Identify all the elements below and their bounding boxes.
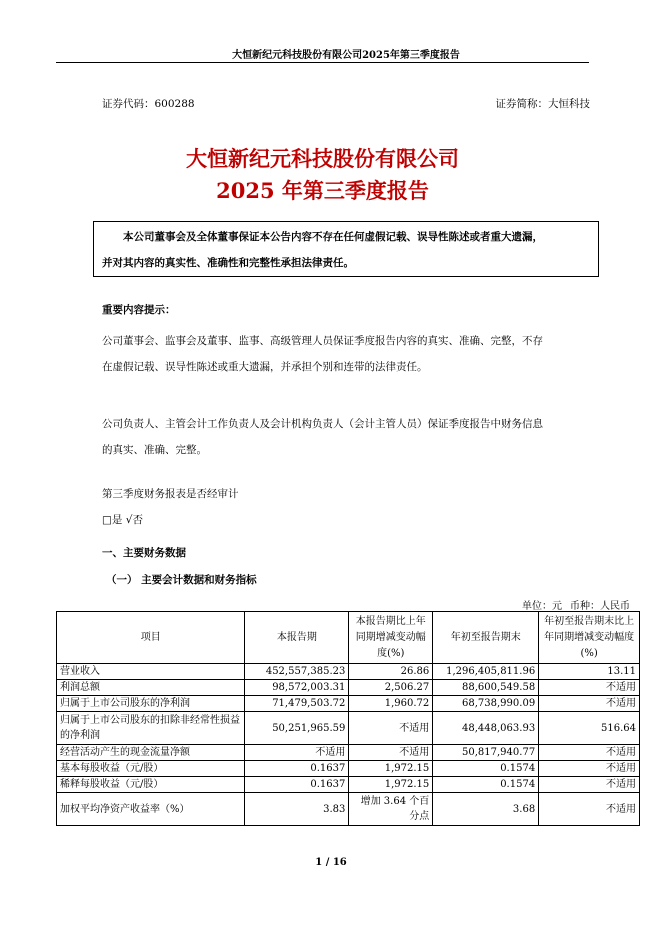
cell-value: 452,557,385.23 — [245, 664, 349, 680]
column-header: 本报告期比上年同期增减变动幅度(%) — [349, 612, 433, 664]
currency-label: 币种：人民币 — [570, 601, 630, 612]
cell-value: 48,448,063.93 — [433, 712, 539, 745]
cell-value: 不适用 — [539, 777, 640, 793]
header-rule — [56, 62, 589, 63]
table-row — [57, 745, 640, 761]
row-label: 营业收入 — [57, 664, 245, 680]
cell-value: 0.1637 — [245, 777, 349, 793]
page-number: 1 / 16 — [315, 857, 347, 868]
column-header: 年初至报告期末 — [433, 612, 539, 664]
cell-value: 3.68 — [433, 793, 539, 826]
row-label: 归属于上市公司股东的净利润 — [57, 696, 245, 712]
important-para-1 — [102, 328, 590, 380]
cell-value: 1,972.15 — [349, 777, 433, 793]
table-row — [57, 777, 640, 793]
audit-question — [102, 481, 590, 533]
securities-code: 证券代码：600288 — [102, 98, 195, 110]
cell-value: 516.64 — [539, 712, 640, 745]
cell-value: 增加 3.64 个百分点 — [349, 793, 433, 826]
cell-value: 不适用 — [539, 680, 640, 696]
table-row — [57, 696, 640, 712]
column-header: 年初至报告期末比上年同期增减变动幅度(%) — [539, 612, 640, 664]
table-row — [57, 712, 640, 745]
important-para-2 — [102, 411, 590, 463]
cell-value: 0.1574 — [433, 777, 539, 793]
audit-options: □是 √否 — [102, 514, 143, 526]
important-para-2-line-1: 公司负责人、主管会计工作负责人及会计机构负责人（会计主管人员）保证季度报告中财务信息 — [102, 418, 543, 430]
important-para-2-line-2: 的真实、准确、完整。 — [102, 444, 207, 456]
cell-value: 不适用 — [539, 793, 640, 826]
section-heading-main-financial-data: 一、主要财务数据 — [102, 547, 186, 559]
cell-value: 不适用 — [539, 745, 640, 761]
cell-value: 0.1574 — [433, 761, 539, 777]
unit-currency-line — [514, 597, 630, 612]
notice-line-2: 并对其内容的真实性、准确性和完整性承担法律责任。 — [102, 257, 354, 269]
subsection-heading-key-indicators: （一） 主要会计数据和财务指标 — [106, 574, 257, 586]
cell-value: 1,296,405,811.96 — [433, 664, 539, 680]
cell-value: 不适用 — [349, 712, 433, 745]
row-label: 归属于上市公司股东的扣除非经常性损益的净利润 — [57, 712, 245, 745]
row-label: 利润总额 — [57, 680, 245, 696]
table-row — [57, 793, 640, 826]
cell-value: 不适用 — [539, 696, 640, 712]
cell-value: 不适用 — [245, 745, 349, 761]
cell-value: 88,600,549.58 — [433, 680, 539, 696]
table-row — [57, 761, 640, 777]
important-para-1-line-2: 在虚假记载、误导性陈述或重大遗漏，并承担个别和连带的法律责任。 — [102, 361, 428, 373]
cell-value: 1,960.72 — [349, 696, 433, 712]
row-label: 基本每股收益（元/股） — [57, 761, 245, 777]
cell-value: 2,506.27 — [349, 680, 433, 696]
cell-value: 1,972.15 — [349, 761, 433, 777]
audit-question-text: 第三季度财务报表是否经审计 — [102, 488, 239, 500]
cell-value: 不适用 — [349, 745, 433, 761]
cell-value: 3.83 — [245, 793, 349, 826]
important-heading: 重要内容提示： — [102, 304, 176, 316]
board-notice-box — [93, 221, 599, 277]
table-header-row — [57, 612, 640, 664]
table-row — [57, 680, 640, 696]
unit-label: 单位：元 — [522, 601, 562, 612]
notice-line-1: 本公司董事会及全体董事保证本公告内容不存在任何虚假记载、误导性陈述或者重大遗漏， — [123, 231, 543, 243]
column-header: 项目 — [57, 612, 245, 664]
running-header: 大恒新纪元科技股份有限公司2025年第三季度报告 — [232, 50, 460, 61]
financial-indicators-table — [56, 611, 640, 826]
cell-value: 68,738,990.09 — [433, 696, 539, 712]
report-title-company: 大恒新纪元科技股份有限公司 — [186, 146, 459, 171]
important-para-1-line-1: 公司董事会、监事会及董事、监事、高级管理人员保证季度报告内容的真实、准确、完整，不存 — [102, 335, 543, 347]
cell-value: 50,251,965.59 — [245, 712, 349, 745]
securities-abbreviation: 证券简称：大恒科技 — [495, 98, 590, 110]
cell-value: 13.11 — [539, 664, 640, 680]
cell-value: 98,572,003.31 — [245, 680, 349, 696]
cell-value: 71,479,503.72 — [245, 696, 349, 712]
cell-value: 26.86 — [349, 664, 433, 680]
column-header: 本报告期 — [245, 612, 349, 664]
row-label: 稀释每股收益（元/股） — [57, 777, 245, 793]
cell-value: 50,817,940.77 — [433, 745, 539, 761]
cell-value: 不适用 — [539, 761, 640, 777]
row-label: 经营活动产生的现金流量净额 — [57, 745, 245, 761]
report-title-period: 2025 年第三季度报告 — [216, 178, 429, 203]
table-row — [57, 664, 640, 680]
cell-value: 0.1637 — [245, 761, 349, 777]
row-label: 加权平均净资产收益率（%） — [57, 793, 245, 826]
